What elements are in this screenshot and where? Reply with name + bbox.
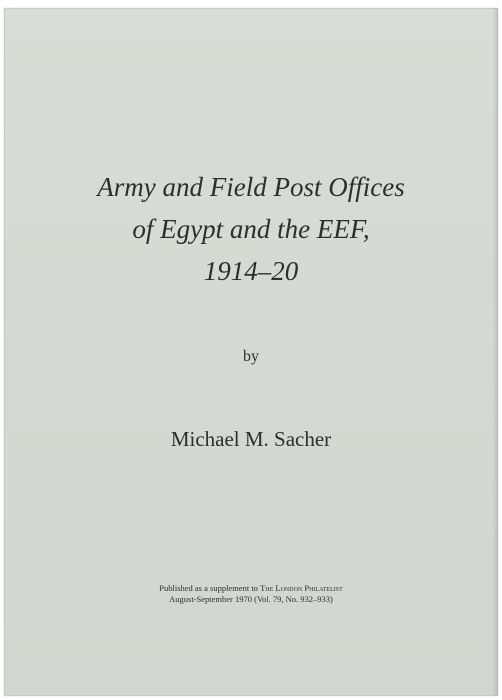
publication-note <box>4 583 498 605</box>
publication-note-prefix: Published as a supplement to <box>159 583 261 593</box>
booklet-cover <box>4 8 498 696</box>
title-line-1: Army and Field Post Offices <box>97 172 405 202</box>
journal-name: The London Philatelist <box>260 583 343 593</box>
publication-note-line-2: August-September 1970 (Vol. 79, No. 932–933) <box>169 594 333 604</box>
cover-title <box>4 166 498 292</box>
author-name: Michael M. Sacher <box>170 427 332 451</box>
title-line-2: of Egypt and the EEF, <box>132 214 370 244</box>
publication-note-line-1 <box>4 583 498 594</box>
by-line: by <box>243 348 259 365</box>
title-line-3: 1914–20 <box>203 256 299 286</box>
